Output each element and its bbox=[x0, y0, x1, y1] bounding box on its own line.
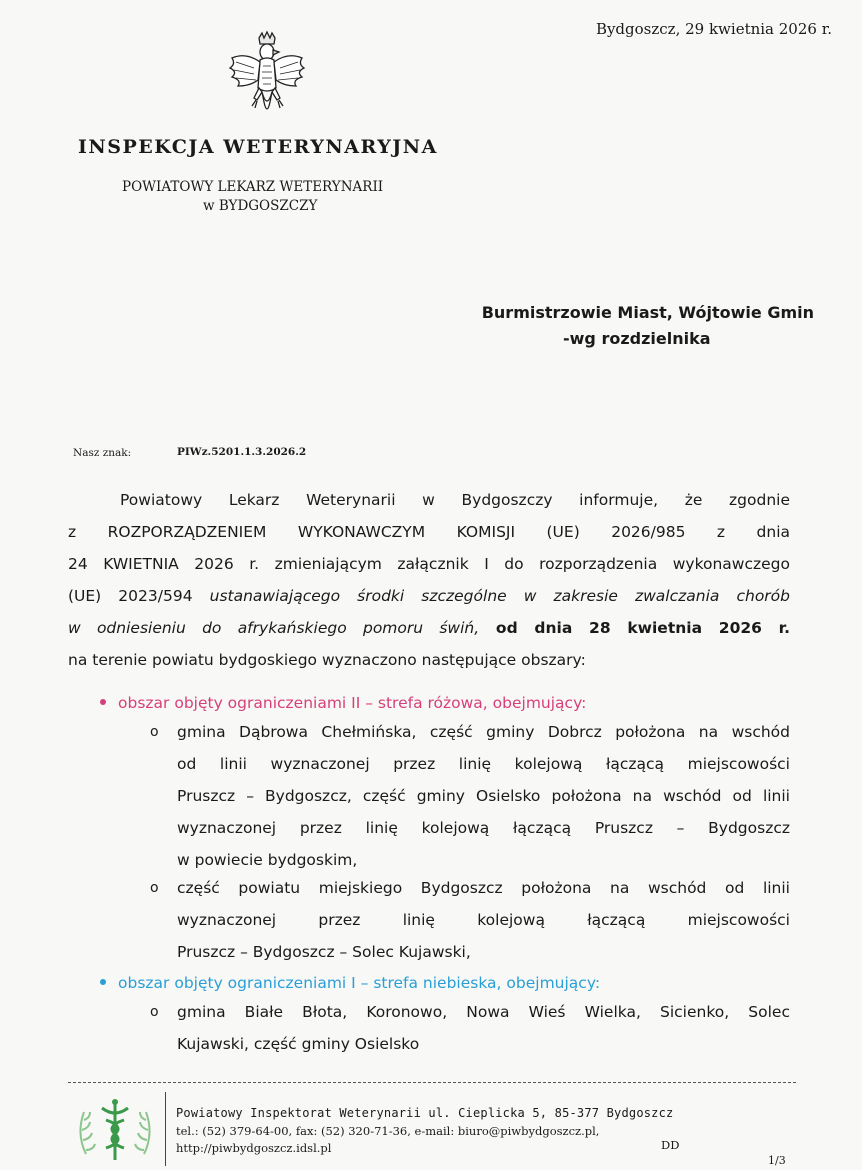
regulation-title: ustanawiającego środki szczególne w zakresie zwalczania chorób bbox=[209, 587, 790, 605]
office-city: w BYDGOSZCZY bbox=[203, 198, 318, 214]
item-line: wyznaczonej przez linię kolejową łączącą Pruszcz – Bydgoszcz bbox=[177, 819, 790, 837]
item-line: Kujawski, część gminy Osielsko bbox=[177, 1035, 420, 1053]
item-line: gmina Białe Błota, Koronowo, Nowa Wieś Wielka, Sicienko, Solec bbox=[177, 1003, 790, 1021]
bullet-dot-icon bbox=[100, 699, 106, 705]
addressee-line1: Burmistrzowie Miast, Wójtowie Gmin bbox=[481, 303, 814, 322]
item-line: część powiatu miejskiego Bydgoszcz położona na wschód od linii bbox=[177, 879, 790, 897]
circle-bullet-icon: o bbox=[150, 1004, 159, 1020]
zone-blue-title bbox=[100, 967, 600, 999]
item-line: w powiecie bydgoskim, bbox=[177, 851, 358, 869]
polish-eagle-emblem-icon bbox=[226, 30, 308, 122]
intro-line: z ROZPORZĄDZENIEM WYKONAWCZYM KOMISJI (UE) 2026/985 z dnia bbox=[68, 523, 790, 541]
institution-title: INSPEKCJA WETERYNARYJNA bbox=[78, 136, 438, 158]
zone-title: obszar objęty ograniczeniami II – strefa różowa, obejmujący: bbox=[118, 694, 587, 712]
reference-label: Nasz znak: bbox=[73, 447, 132, 459]
footer-divider bbox=[68, 1082, 796, 1083]
item-line: Pruszcz – Bydgoszcz, część gminy Osielsko położona na wschód od linii bbox=[177, 787, 790, 805]
footer-website: http://piwbydgoszcz.idsl.pl bbox=[176, 1141, 332, 1155]
author-initials: DD bbox=[661, 1138, 680, 1152]
zone-pink-title bbox=[100, 687, 586, 719]
office-name: POWIATOWY LEKARZ WETERYNARII bbox=[122, 179, 384, 195]
addressee-line2: -wg rozdzielnika bbox=[563, 329, 711, 348]
footer-address: Powiatowy Inspektorat Weterynarii ul. Cieplicka 5, 85-377 Bydgoszcz bbox=[176, 1106, 674, 1120]
effective-date: od dnia 28 kwietnia 2026 r. bbox=[479, 619, 790, 637]
item-line: Pruszcz – Bydgoszcz – Solec Kujawski, bbox=[177, 943, 471, 961]
item-line: od linii wyznaczonej przez linię kolejową łączącą miejscowości bbox=[177, 755, 790, 773]
regulation-number: (UE) 2023/594 bbox=[68, 587, 210, 605]
footer-contact: tel.: (52) 379-64-00, fax: (52) 320-71-36, e-mail: biuro@piwbydgoszcz.pl, bbox=[176, 1124, 600, 1138]
intro-line bbox=[68, 612, 790, 644]
item-line: wyznaczonej przez linię kolejową łączącą miejscowości bbox=[177, 911, 790, 929]
veterinary-caduceus-logo-icon bbox=[72, 1094, 158, 1168]
reference-number: PIWz.5201.1.3.2026.2 bbox=[177, 446, 307, 458]
footer-separator bbox=[165, 1092, 166, 1166]
regulation-title-cont: w odniesieniu do afrykańskiego pomoru świń, bbox=[68, 619, 480, 637]
page-number: 1/3 bbox=[768, 1154, 786, 1167]
intro-paragraph bbox=[68, 484, 790, 676]
intro-line: na terenie powiatu bydgoskiego wyznaczono następujące obszary: bbox=[68, 651, 586, 669]
circle-bullet-icon: o bbox=[150, 880, 159, 896]
circle-bullet-icon: o bbox=[150, 724, 159, 740]
intro-line: Powiatowy Lekarz Weterynarii w Bydgoszczy informuje, że zgodnie bbox=[120, 491, 790, 509]
intro-line: 24 KWIETNIA 2026 r. zmieniającym załącznik I do rozporządzenia wykonawczego bbox=[68, 555, 790, 573]
item-line: gmina Dąbrowa Chełmińska, część gminy Dobrcz położona na wschód bbox=[177, 723, 790, 741]
document-date: Bydgoszcz, 29 kwietnia 2026 r. bbox=[595, 20, 832, 38]
intro-line bbox=[68, 580, 790, 612]
bullet-dot-icon bbox=[100, 979, 106, 985]
zone-title: obszar objęty ograniczeniami I – strefa niebieska, obejmujący: bbox=[118, 974, 601, 992]
